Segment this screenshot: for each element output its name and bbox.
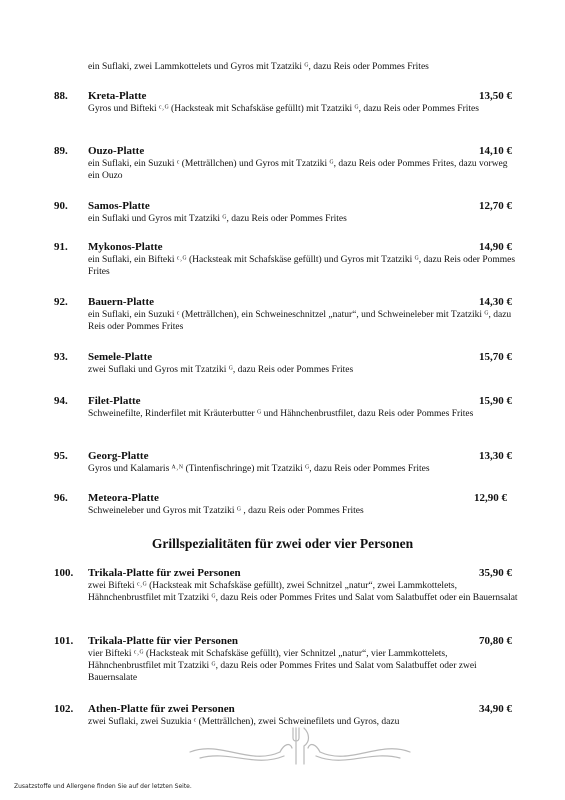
item-price: 70,80 € xyxy=(479,635,512,647)
item-description: ein Suflaki, ein Bifteki ᶜ˒ᴳ (Hacksteak mit Schafskäse gefüllt) und Gyros mit Tzatziki ᴳ, dazu Reis oder Pommes Frites xyxy=(88,255,516,277)
item-price: 34,90 € xyxy=(479,703,512,715)
item-number: 92. xyxy=(54,296,68,308)
item-price: 14,30 € xyxy=(479,296,512,308)
item-price: 13,50 € xyxy=(479,90,512,102)
item-description: Gyros und Bifteki ᶜ˒ᴳ (Hacksteak mit Schafskäse gefüllt) mit Tzatziki ᴳ, dazu Reis oder Pommes Frites xyxy=(88,104,479,114)
item-price: 35,90 € xyxy=(479,567,512,579)
item-title: Ouzo-Platte xyxy=(88,145,145,157)
item-price: 14,10 € xyxy=(479,145,512,157)
item-description: Schweineleber und Gyros mit Tzatziki ᴳ , dazu Reis oder Pommes Frites xyxy=(88,506,364,516)
item-description: vier Bifteki ᶜ˒ᴳ (Hacksteak mit Schafskäse gefüllt), vier Schnitzel „natur“, vier Lammkottelets, Hähnchenbrustfilet mit Tzatziki ᴳ, dazu Reis oder Pommes Frites und Salat vom Salatbuffet oder zwei Bauernsalate xyxy=(88,649,477,683)
swirl-cutlery-ornament-icon xyxy=(180,722,420,770)
item-number: 91. xyxy=(54,241,68,253)
item-price: 12,70 € xyxy=(479,200,512,212)
item-number: 89. xyxy=(54,145,68,157)
item-title: Samos-Platte xyxy=(88,200,150,212)
item-description: zwei Suflaki, zwei Suzukia ᶜ (Metträllchen), zwei Schweinefilets und Gyros, dazu xyxy=(88,717,400,727)
item-description: Gyros und Kalamaris ᴬ˒ᴺ (Tintenfischringe) mit Tzatziki ᴳ, dazu Reis oder Pommes Frites xyxy=(88,464,430,474)
continued-description: ein Suflaki, zwei Lammkottelets und Gyros mit Tzatziki ᴳ, dazu Reis oder Pommes Frites xyxy=(88,62,429,72)
item-number: 94. xyxy=(54,395,68,407)
allergen-footnote: Zusatzstoffe und Allergene finden Sie auf der letzten Seite. xyxy=(14,783,192,790)
item-title: Georg-Platte xyxy=(88,450,149,462)
item-number: 88. xyxy=(54,90,68,102)
item-number: 102. xyxy=(54,703,74,715)
item-title: Meteora-Platte xyxy=(88,492,159,504)
item-title: Mykonos-Platte xyxy=(88,241,163,253)
item-title: Trikala-Platte für zwei Personen xyxy=(88,567,241,579)
item-number: 101. xyxy=(54,635,74,647)
item-number: 93. xyxy=(54,351,68,363)
item-number: 95. xyxy=(54,450,68,462)
item-price: 12,90 € xyxy=(474,492,507,504)
item-title: Filet-Platte xyxy=(88,395,141,407)
item-number: 100. xyxy=(54,567,74,579)
item-price: 15,70 € xyxy=(479,351,512,363)
item-title: Semele-Platte xyxy=(88,351,153,363)
section-heading: Grillspezialitäten für zwei oder vier Personen xyxy=(151,536,414,551)
item-number: 96. xyxy=(54,492,68,504)
item-title: Trikala-Platte für vier Personen xyxy=(88,635,238,647)
item-description: zwei Bifteki ᶜ˒ᴳ (Hacksteak mit Schafskäse gefüllt), zwei Schnitzel „natur“, zwei Lammkottelets, Hähnchenbrustfilet mit Tzatziki ᴳ, dazu Reis oder Pommes Frites und Salat vom Salatbuffet oder ein Bauernsalat xyxy=(88,581,518,603)
item-description: ein Suflaki und Gyros mit Tzatziki ᴳ, dazu Reis oder Pommes Frites xyxy=(88,214,347,224)
item-description: ein Suflaki, ein Suzuki ᶜ (Metträllchen) und Gyros mit Tzatziki ᴳ, dazu Reis oder Pommes Frites, dazu vorweg ein Ouzo xyxy=(88,159,508,181)
item-title: Bauern-Platte xyxy=(88,296,154,308)
item-description: ein Suflaki, ein Suzuki ᶜ (Metträllchen), ein Schweineschnitzel „natur“, und Schweineleber mit Tzatziki ᴳ, dazu Reis oder Pommes Frites xyxy=(88,310,512,332)
item-title: Athen-Platte für zwei Personen xyxy=(88,703,235,715)
item-number: 90. xyxy=(54,200,68,212)
item-description: zwei Suflaki und Gyros mit Tzatziki ᴳ, dazu Reis oder Pommes Frites xyxy=(88,365,354,375)
item-price: 14,90 € xyxy=(479,241,512,253)
item-title: Kreta-Platte xyxy=(88,90,147,102)
item-description: Schweinefilte, Rinderfilet mit Kräuterbutter ᴳ und Hähnchenbrustfilet, dazu Reis oder Pommes Frites xyxy=(88,409,474,419)
item-price: 13,30 € xyxy=(479,450,512,462)
item-price: 15,90 € xyxy=(479,395,512,407)
